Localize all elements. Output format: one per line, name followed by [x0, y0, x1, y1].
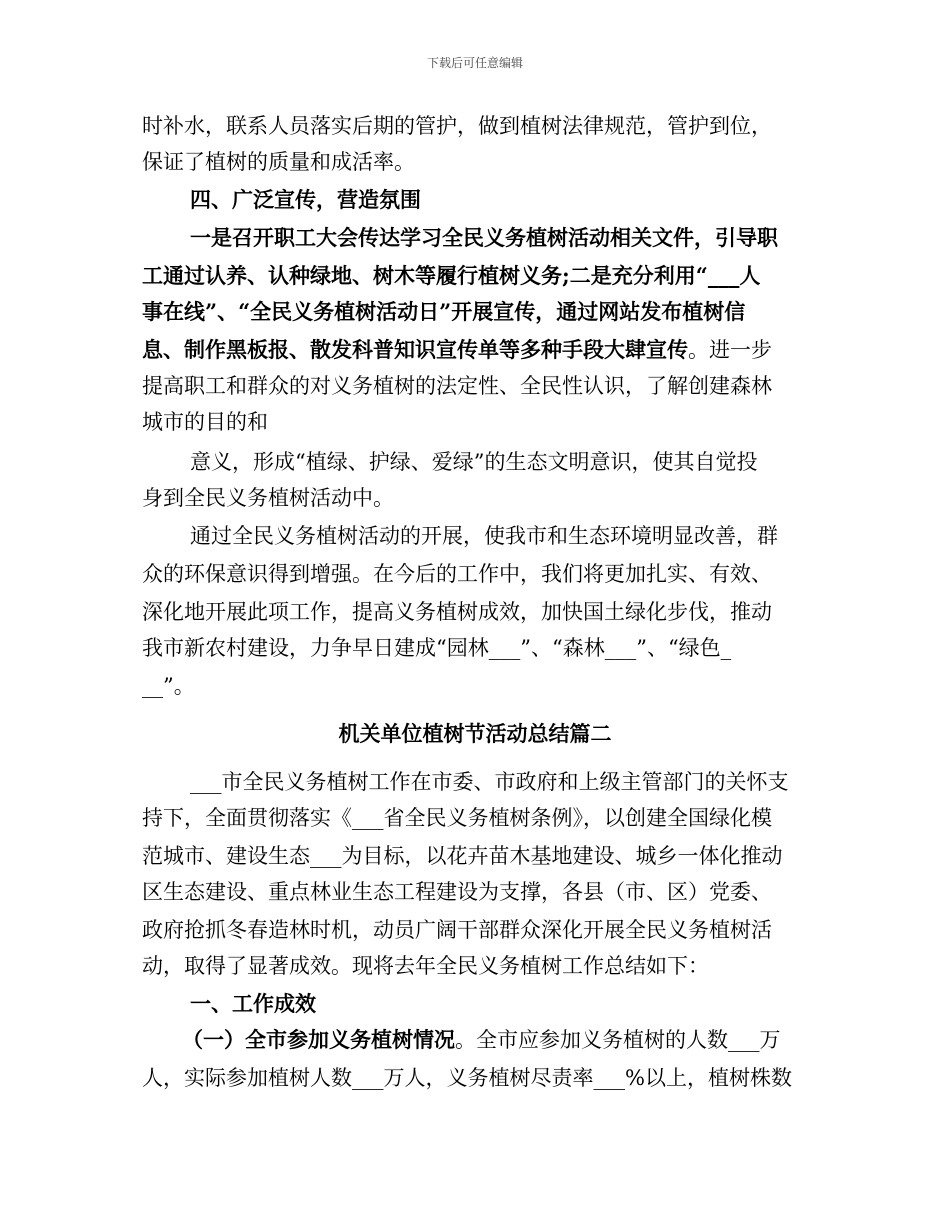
body-line: 时补水，联系人员落实后期的管护，做到植树法律规范，管护到位， — [142, 114, 772, 138]
body-line: 保证了植树的质量和成活率。 — [142, 150, 415, 174]
body-line — [142, 336, 772, 364]
body-line: 我市新农村建设，力争早日建成“园林___”、“森林___”、“绿色_ — [142, 636, 732, 660]
body-line: 众的环保意识得到增强。在今后的工作中，我们将更加扎实、有效、 — [142, 562, 772, 586]
body-line: 一是召开职工大会传达学习全民义务植树活动相关文件，引导职 — [190, 225, 778, 250]
normal-run: 。全市应参加义务植树的人数___万 — [455, 1028, 781, 1052]
body-line: 人，实际参加植树人数___万人，义务植树尽责率___%以上，植树株数 — [142, 1066, 792, 1090]
body-line: 范城市、建设生态___为目标，以花卉苗木基地建设、城乡一体化推动 — [142, 844, 783, 868]
page-header: 下载后可任意编辑 — [426, 56, 523, 70]
body-line: ___市全民义务植树工作在市委、市政府和上级主管部门的关怀支 — [190, 770, 789, 794]
bold-run: （一）全市参加义务植树情况 — [182, 1027, 455, 1052]
body-line: 城市的目的和 — [142, 410, 268, 434]
body-line: 区生态建设、重点林业生态工程建设为支撑，各县（市、区）党委、 — [142, 880, 772, 904]
body-line: 动，取得了显著成效。现将去年全民义务植树工作总结如下： — [142, 954, 709, 978]
body-line: 深化地开展此项工作，提高义务植树成效，加快国土绿化步伐，推动 — [142, 600, 772, 624]
article-title: 机关单位植树节活动总结篇二 — [338, 721, 612, 746]
body-line — [182, 1026, 781, 1054]
body-line: 意义，形成“植绿、护绿、爱绿”的生态文明意识，使其自觉投 — [190, 450, 758, 474]
body-line: 事在线”、“全民义务植树活动日”开展宣传，通过网站发布植树信 — [142, 299, 746, 324]
body-line: 提高职工和群众的对义务植树的法定性、全民性认识，了解创建森林 — [142, 374, 772, 398]
body-line: __”。 — [142, 674, 195, 698]
section-heading: 四、广泛宣传，营造氛围 — [190, 187, 421, 212]
body-line: 工通过认养、认种绿地、树木等履行植树义务;二是充分利用“___人 — [142, 263, 761, 288]
body-line: 持下，全面贯彻落实《___省全民义务植树条例》，以创建全国绿化模 — [142, 806, 772, 830]
body-line: 身到全民义务植树活动中。 — [142, 486, 394, 510]
bold-run: 息、制作黑板报、散发科普知识宣传单等多种手段大肆宣传 — [142, 337, 688, 362]
body-line: 政府抢抓冬春造林时机，动员广阔干部群众深化开展全民义务植树活 — [142, 918, 772, 942]
normal-run: 。进一步 — [688, 338, 772, 362]
body-line: 通过全民义务植树活动的开展，使我市和生态环境明显改善，群 — [190, 524, 778, 548]
section-heading: 一、工作成效 — [190, 991, 316, 1016]
